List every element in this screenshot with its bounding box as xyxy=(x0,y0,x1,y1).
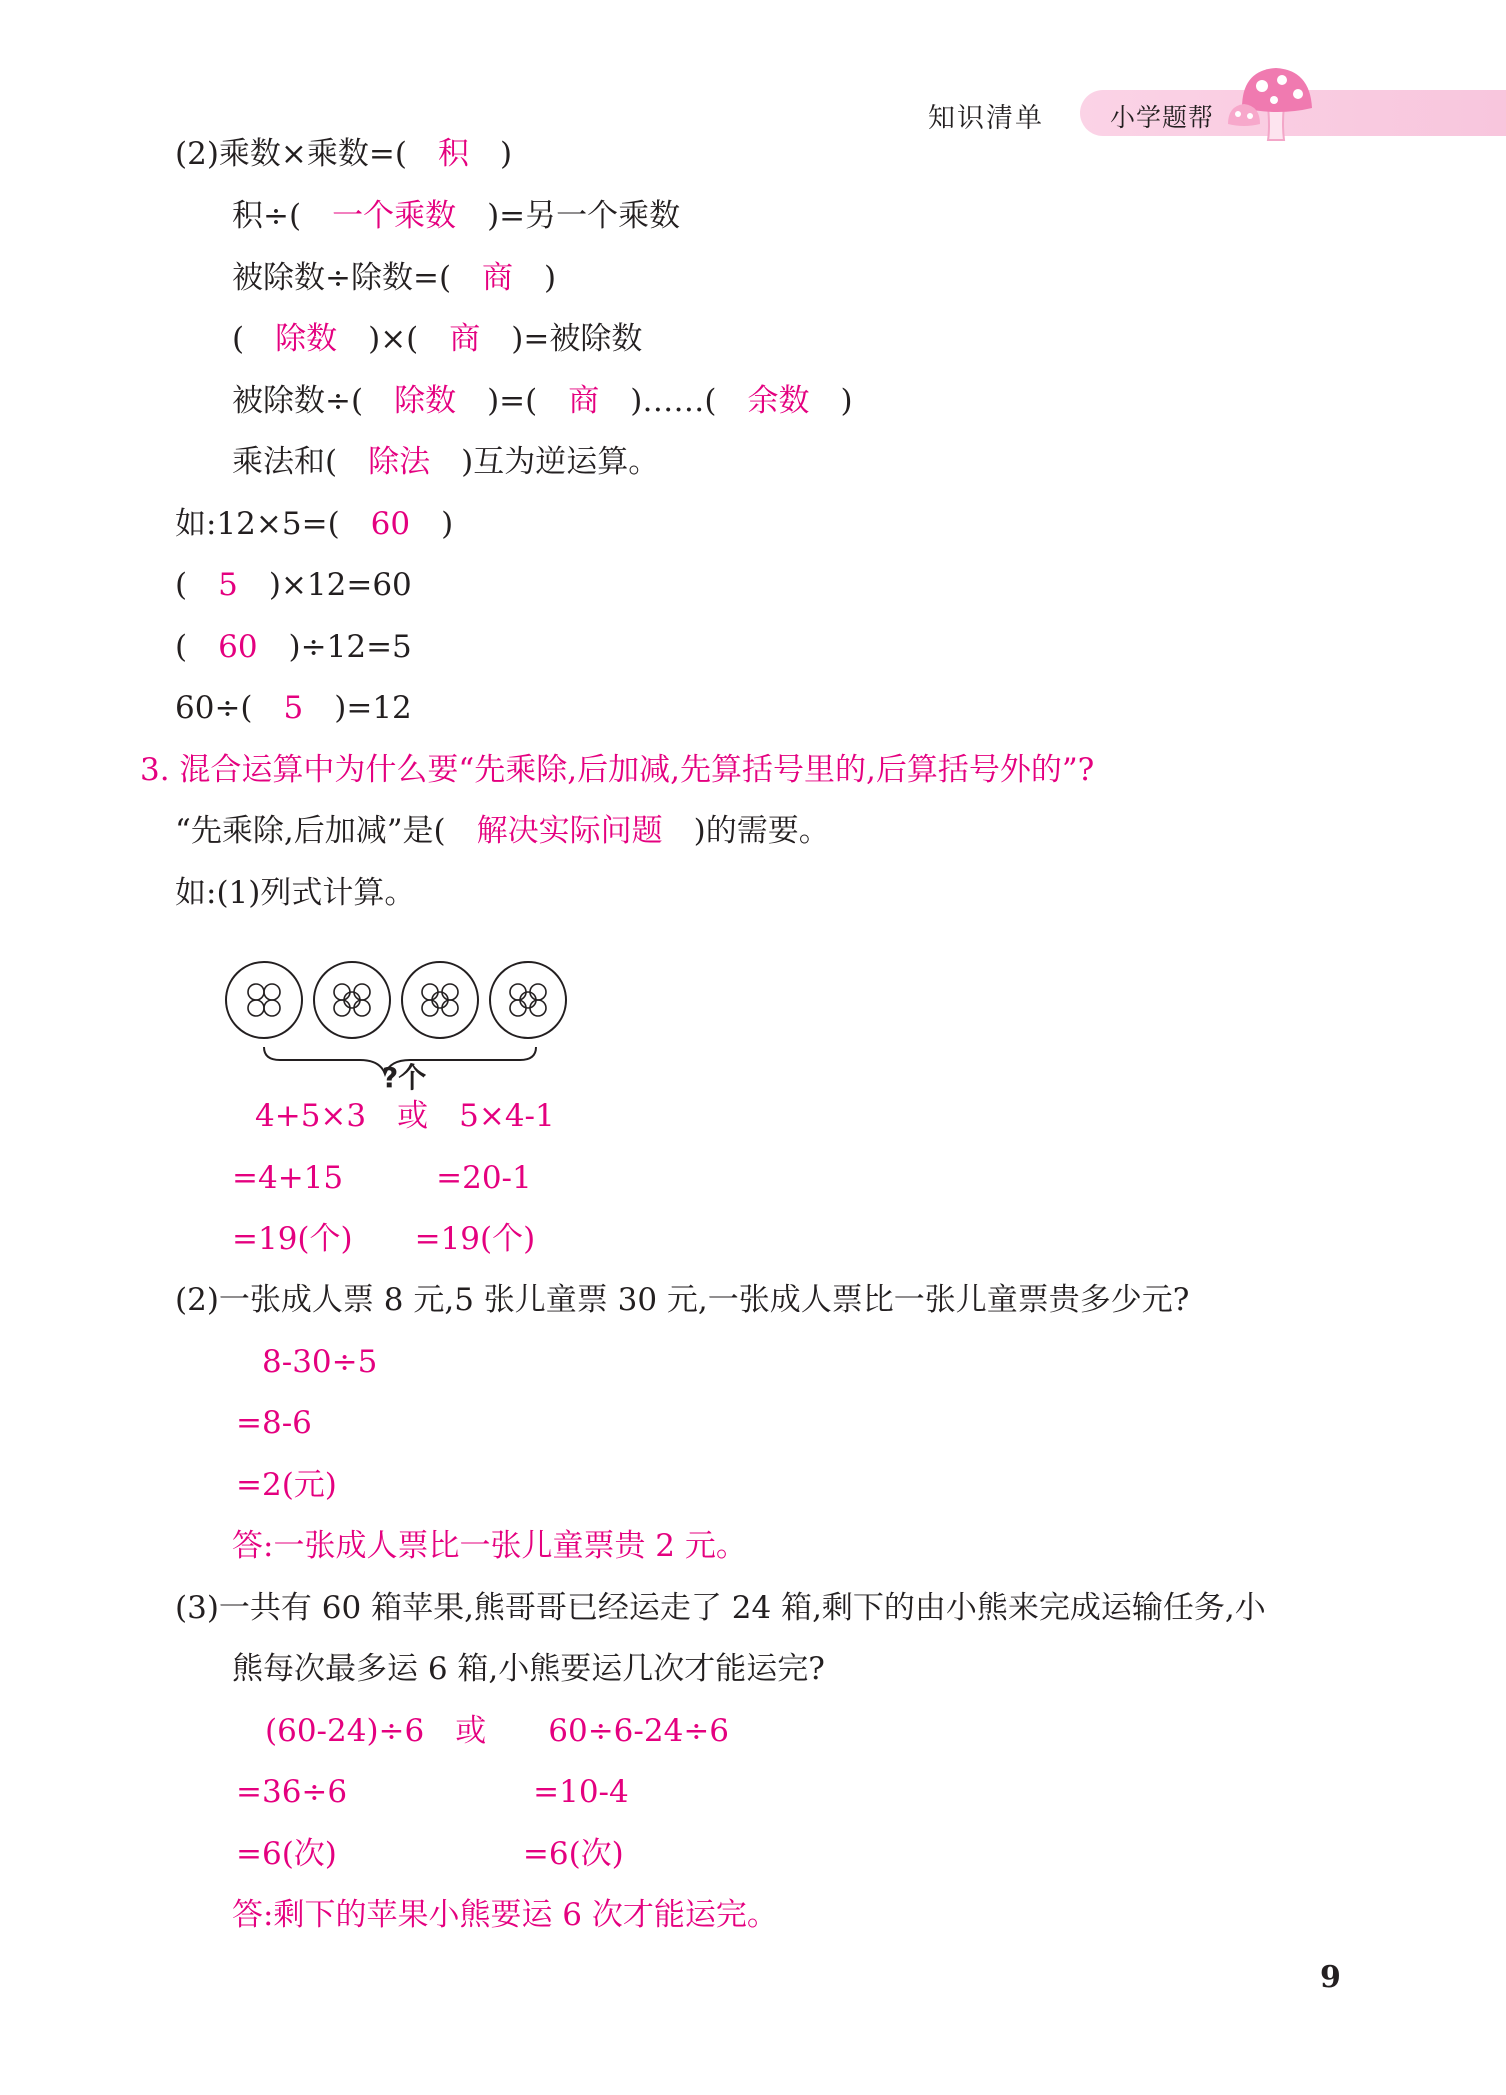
text-line xyxy=(232,442,659,482)
answer-text: 60 xyxy=(218,629,258,665)
text-line xyxy=(265,1711,729,1751)
text-line xyxy=(175,134,512,174)
text-line xyxy=(175,1280,1189,1320)
plate-circle xyxy=(226,962,302,1038)
line-text: )÷12=5 xyxy=(257,629,412,665)
answer-text: 5 xyxy=(283,690,304,726)
answer-text: 5 xyxy=(218,567,238,603)
line-text: )=被除数 xyxy=(480,321,643,357)
text-line xyxy=(232,319,642,359)
answer-text: 8-30÷5 xyxy=(262,1344,378,1380)
answer-text: =36÷6 =10-4 xyxy=(236,1774,629,1810)
dot-circle xyxy=(248,1000,264,1016)
dot-circle xyxy=(334,984,350,1000)
line-text: 熊每次最多运 6 箱,小熊要运几次才能运完? xyxy=(232,1651,825,1687)
line-text: )×12=60 xyxy=(237,567,412,603)
text-line xyxy=(140,750,1094,790)
answer-text: =4+15 =20-1 xyxy=(232,1160,532,1196)
dot-circle xyxy=(354,984,370,1000)
line-text: )=另一个乘数 xyxy=(456,198,681,234)
line-text: 乘法和( xyxy=(232,444,369,480)
dot-circle xyxy=(354,1000,370,1016)
dot-circle xyxy=(432,992,448,1008)
line-text: ( xyxy=(175,629,219,665)
text-line xyxy=(175,811,830,851)
plate-group xyxy=(490,962,566,1038)
answer-text: (60-24)÷6 或 60÷6-24÷6 xyxy=(265,1713,730,1749)
answer-text: =19(个) =19(个) xyxy=(232,1221,536,1257)
plate-group xyxy=(226,962,302,1038)
line-text: ) xyxy=(468,136,513,172)
text-line xyxy=(232,258,556,298)
line-text: (3)一共有 60 箱苹果,熊哥哥已经运走了 24 箱,剩下的由小熊来完成运输任务,小 xyxy=(175,1590,1266,1626)
text-line xyxy=(175,565,412,605)
line-text: ) xyxy=(410,506,454,542)
line-text: 被除数÷( xyxy=(232,383,395,419)
text-line xyxy=(175,873,415,913)
text-line xyxy=(232,1895,778,1935)
answer-text: 一个乘数 xyxy=(332,198,457,234)
mushroom-icon xyxy=(1228,58,1348,148)
text-line xyxy=(262,1342,377,1382)
text-line xyxy=(232,1526,747,1566)
answer-text: 余数 xyxy=(747,383,810,419)
text-line xyxy=(175,627,412,667)
answer-text: 商 xyxy=(449,321,481,357)
answer-text: =6(次) =6(次) xyxy=(236,1836,624,1872)
dot-circle xyxy=(334,1000,350,1016)
line-text: (2)一张成人票 8 元,5 张儿童票 30 元,一张成人票比一张儿童票贵多少元? xyxy=(175,1282,1190,1318)
plate-group xyxy=(314,962,390,1038)
line-text: (2)乘数×乘数=( xyxy=(175,136,438,172)
answer-text: 商 xyxy=(568,383,600,419)
dot-circle xyxy=(510,1000,526,1016)
answer-text: =2(元) xyxy=(236,1467,337,1503)
line-text: )=( xyxy=(456,383,569,419)
dot-circle xyxy=(264,984,280,1000)
dot-circle xyxy=(344,992,360,1008)
text-line xyxy=(236,1403,312,1443)
text-line xyxy=(232,1219,535,1259)
line-text: 60÷( xyxy=(175,690,284,726)
answer-text: 除数 xyxy=(275,321,338,357)
text-line xyxy=(236,1772,629,1812)
dot-circle xyxy=(422,984,438,1000)
text-line xyxy=(236,1834,624,1874)
plate-group xyxy=(402,962,478,1038)
line-text: )×( xyxy=(337,321,450,357)
text-line xyxy=(175,504,453,544)
header-title: 知识清单 xyxy=(928,103,1044,134)
text-line xyxy=(232,1649,825,1689)
line-text: ( xyxy=(175,567,219,603)
answer-text: 3. 混合运算中为什么要“先乘除,后加减,先算括号里的,后算括号外的”? xyxy=(140,752,1095,788)
plate-circle xyxy=(402,962,478,1038)
plate-circle xyxy=(314,962,390,1038)
line-text: ) xyxy=(809,383,853,419)
text-line xyxy=(175,1588,1266,1628)
line-text: )……( xyxy=(599,383,748,419)
line-text: )互为逆运算。 xyxy=(430,444,660,480)
dot-circle xyxy=(510,984,526,1000)
answer-text: 除数 xyxy=(394,383,457,419)
page-number: 9 xyxy=(1320,1960,1341,1995)
line-text: )的需要。 xyxy=(662,813,830,849)
answer-text: 答:一张成人票比一张儿童票贵 2 元。 xyxy=(232,1528,747,1564)
answer-text: 答:剩下的苹果小熊要运 6 次才能运完。 xyxy=(232,1897,778,1933)
dot-circle xyxy=(422,1000,438,1016)
answer-text: 4+5×3 或 5×4-1 xyxy=(255,1098,555,1134)
text-line xyxy=(232,381,853,421)
answer-text: 60 xyxy=(370,506,411,542)
dot-circle xyxy=(520,992,536,1008)
answer-text: 除法 xyxy=(368,444,431,480)
figure-caption: ?个 xyxy=(382,1061,427,1094)
dot-circle xyxy=(530,984,546,1000)
text-line xyxy=(232,1158,532,1198)
answer-text: 商 xyxy=(482,260,514,296)
line-text: “先乘除,后加减”是( xyxy=(175,813,477,849)
text-line xyxy=(232,196,680,236)
line-text: 如:12×5=( xyxy=(175,506,371,542)
answer-text: 解决实际问题 xyxy=(476,813,663,849)
text-line xyxy=(236,1465,337,1505)
dot-circle xyxy=(442,984,458,1000)
answer-text: =8-6 xyxy=(236,1405,312,1441)
line-text: )=12 xyxy=(303,690,412,726)
line-text: 积÷( xyxy=(232,198,333,234)
answer-text: 积 xyxy=(437,136,469,172)
line-text: ) xyxy=(513,260,557,296)
line-text: 被除数÷除数=( xyxy=(232,260,483,296)
plate-circle xyxy=(490,962,566,1038)
line-text: 如:(1)列式计算。 xyxy=(175,875,416,911)
header-tab-label: 小学题帮 xyxy=(1110,103,1215,132)
line-text: ( xyxy=(232,321,276,357)
dot-circle xyxy=(248,984,264,1000)
text-line xyxy=(255,1096,555,1136)
dot-circle xyxy=(530,1000,546,1016)
dot-circle xyxy=(442,1000,458,1016)
text-line xyxy=(175,688,412,728)
dot-circle xyxy=(264,1000,280,1016)
